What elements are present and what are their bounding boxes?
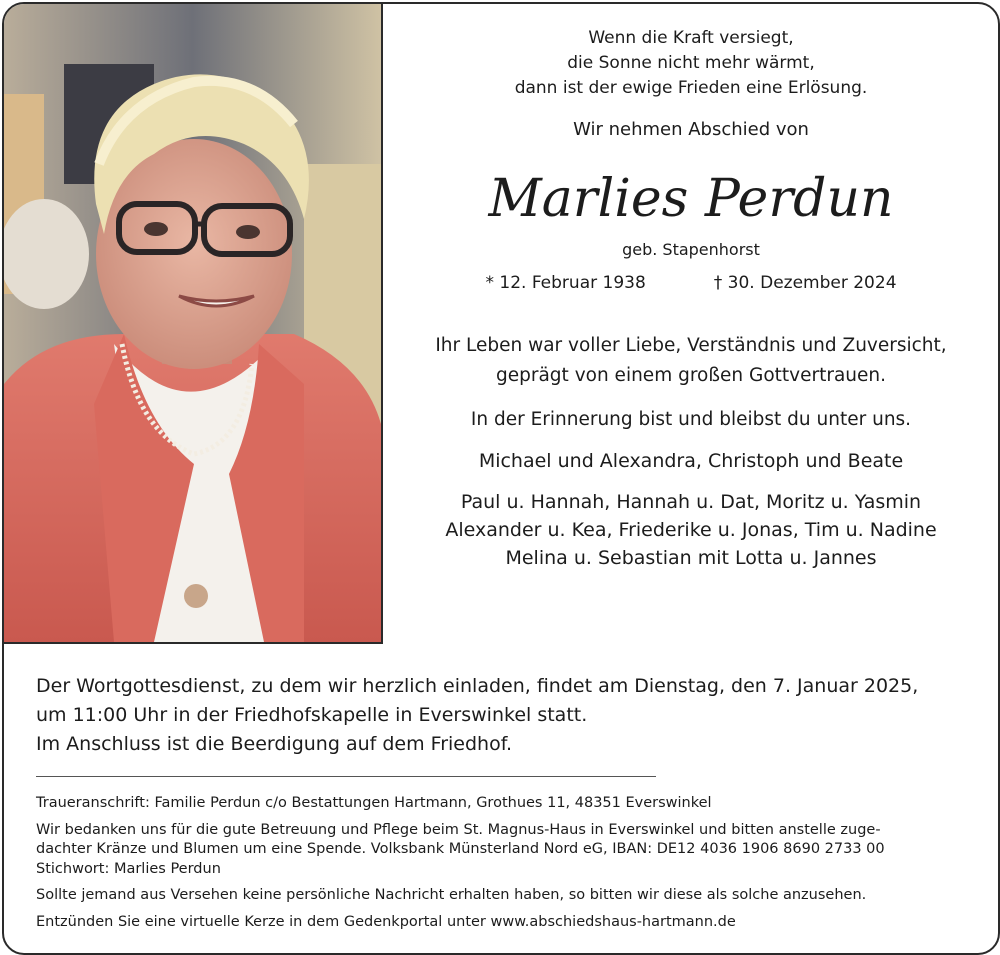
- portrait-photo: [4, 4, 383, 644]
- thanks-line: Stichwort: Marlies Perdun: [36, 860, 221, 877]
- life-dates: [384, 273, 998, 293]
- portal-text: Entzünden Sie eine virtuelle Kerze in dem Gedenkportal unter www.abschiedshaus-hartmann.de: [36, 913, 736, 930]
- death-date: † 30. Dezember 2024: [713, 273, 897, 293]
- portrait-image: [4, 4, 381, 642]
- farewell-intro: Wir nehmen Abschied von: [573, 119, 809, 140]
- service-announcement: [36, 672, 918, 759]
- name-signature: [384, 154, 998, 240]
- life-line: Ihr Leben war voller Liebe, Verständnis und Zuversicht,: [435, 335, 947, 356]
- obituary-text: [384, 4, 998, 572]
- divider: [36, 776, 656, 777]
- poem-line: Wenn die Kraft versiegt,: [588, 28, 794, 48]
- thanks-line: Wir bedanken uns für die gute Betreuung und Pflege beim St. Magnus-Haus in Everswinkel und bitten anstelle zuge-: [36, 821, 881, 838]
- grandchildren-names: [384, 488, 998, 572]
- maiden-name: geb. Stapenhorst: [622, 240, 760, 259]
- poem-line: dann ist der ewige Frieden eine Erlösung.: [514, 78, 868, 98]
- life-description: [384, 331, 998, 391]
- birth-date: * 12. Februar 1938: [485, 273, 646, 293]
- memory-line: In der Erinnerung bist und bleibst du unter uns.: [470, 409, 912, 430]
- thanks-donation: [36, 821, 986, 880]
- service-line: Im Anschluss ist die Beerdigung auf dem Friedhof.: [36, 733, 513, 755]
- family-names: Michael und Alexandra, Christoph und Beate: [478, 450, 904, 472]
- notice-text: Sollte jemand aus Versehen keine persönliche Nachricht erhalten haben, so bitten wir diese als solche anzusehen.: [36, 887, 867, 903]
- grandchildren-line: Melina u. Sebastian mit Lotta u. Jannes: [505, 547, 877, 569]
- obituary-card: [2, 2, 1000, 955]
- service-line: um 11:00 Uhr in der Friedhofskapelle in Everswinkel statt.: [36, 704, 588, 726]
- footer-notes: [36, 794, 986, 939]
- grandchildren-line: Alexander u. Kea, Friederike u. Jonas, Tim u. Nadine: [445, 519, 937, 541]
- mourning-address: Traueranschrift: Familie Perdun c/o Bestattungen Hartmann, Grothues 11, 48351 Everswinkel: [36, 795, 712, 811]
- thanks-line: dachter Kränze und Blumen um eine Spende. Volksbank Münsterland Nord eG, IBAN: DE12 4036 1906 8690 2733 00: [36, 841, 885, 857]
- deceased-name: Marlies Perdun: [488, 169, 894, 229]
- grandchildren-line: Paul u. Hannah, Hannah u. Dat, Moritz u. Yasmin: [460, 491, 922, 513]
- poem-line: die Sonne nicht mehr wärmt,: [567, 53, 815, 73]
- life-line: geprägt von einem großen Gottvertrauen.: [496, 365, 886, 386]
- poem: [384, 26, 998, 101]
- service-line: Der Wortgottesdienst, zu dem wir herzlich einladen, findet am Dienstag, den 7. Januar 2025,: [36, 675, 919, 697]
